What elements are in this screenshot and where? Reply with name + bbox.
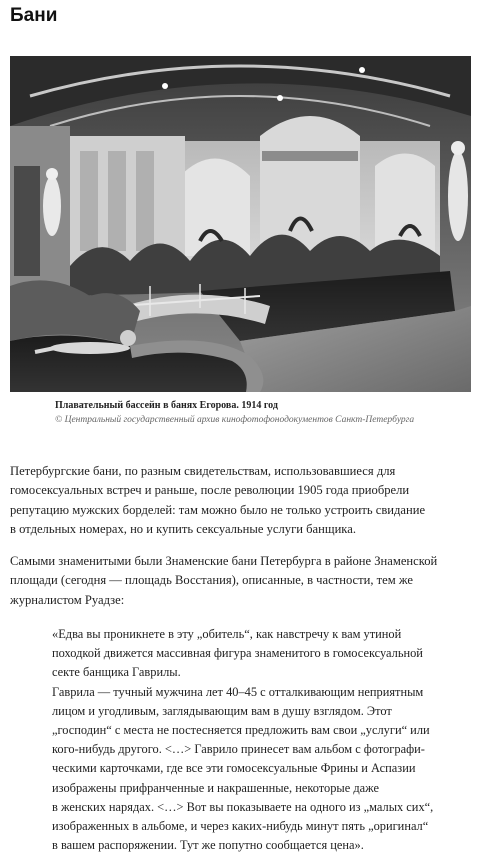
text-line: в отдельных номерах, но и купить сексуальные услуги банщика.	[10, 522, 356, 537]
quote-line: в вашем распоряжении. Тут же попутно сообщается цена».	[52, 838, 364, 853]
quote-line: Гаврила — тучный мужчина лет 40–45 с отталкивающим неприятным	[52, 684, 424, 699]
section-title: Бани	[10, 5, 58, 26]
text-line: площади (сегодня — площадь Восстания), описанные, в частности, тем же	[10, 573, 414, 588]
quote-line: в женских нарядах. <…> Вот вы показываете на одного из „малых сих“,	[52, 799, 434, 814]
text-line: Петербургские бани, по разным свидетельствам, использовавшиеся для	[10, 464, 396, 478]
quote-line: лицом и угодливым, заглядывающим вам в душу взглядом. Этот	[52, 703, 392, 718]
quote-line: «Едва вы проникнете в эту „обитель“, как навстречу к вам утиной	[52, 627, 402, 641]
text-line: репутацию мужских борделей: там можно было не только устроить свидание	[10, 502, 426, 517]
photo-caption-credit: © Центральный государственный архив кинофотофонодокументов Санкт-Петербурга	[55, 415, 415, 425]
body-paragraph-1	[10, 462, 472, 540]
quote-line: изображены прифранченные и накрашенные, некоторые даже	[52, 780, 380, 795]
text-line: журналистом Руадзе:	[10, 592, 125, 607]
quote-line: кого-нибудь другого. <…> Гаврило принесет вам альбом с фотографи-	[52, 742, 425, 757]
quote-line: изображенных в альбоме, и через каких-нибудь минут пять „оригинал“	[52, 819, 429, 834]
body-paragraph-2	[10, 552, 472, 610]
photo-caption-title: Плавательный бассейн в банях Егорова. 1914 год	[55, 400, 278, 411]
text-line: Самыми знаменитыми были Знаменские бани Петербурга в районе Знаменской	[10, 554, 438, 568]
photo-illustration	[10, 56, 471, 392]
quote-line: „господин“ с места не постесняется предложить вам свои „услуги“ или	[52, 723, 430, 738]
bathhouse-pool-photo	[10, 56, 471, 392]
text-line: гомосексуальных встреч и раньше, после революции 1905 года приобрели	[10, 483, 410, 498]
quote-line: ческими карточками, где все эти гомосексуальные Фрины и Аспазии	[52, 761, 416, 776]
quotation-block	[52, 625, 472, 855]
quote-line: секте банщика Гаврилы.	[52, 665, 181, 680]
quote-line: походкой движется массивная фигура знаменитого в гомосексуальной	[52, 646, 423, 661]
